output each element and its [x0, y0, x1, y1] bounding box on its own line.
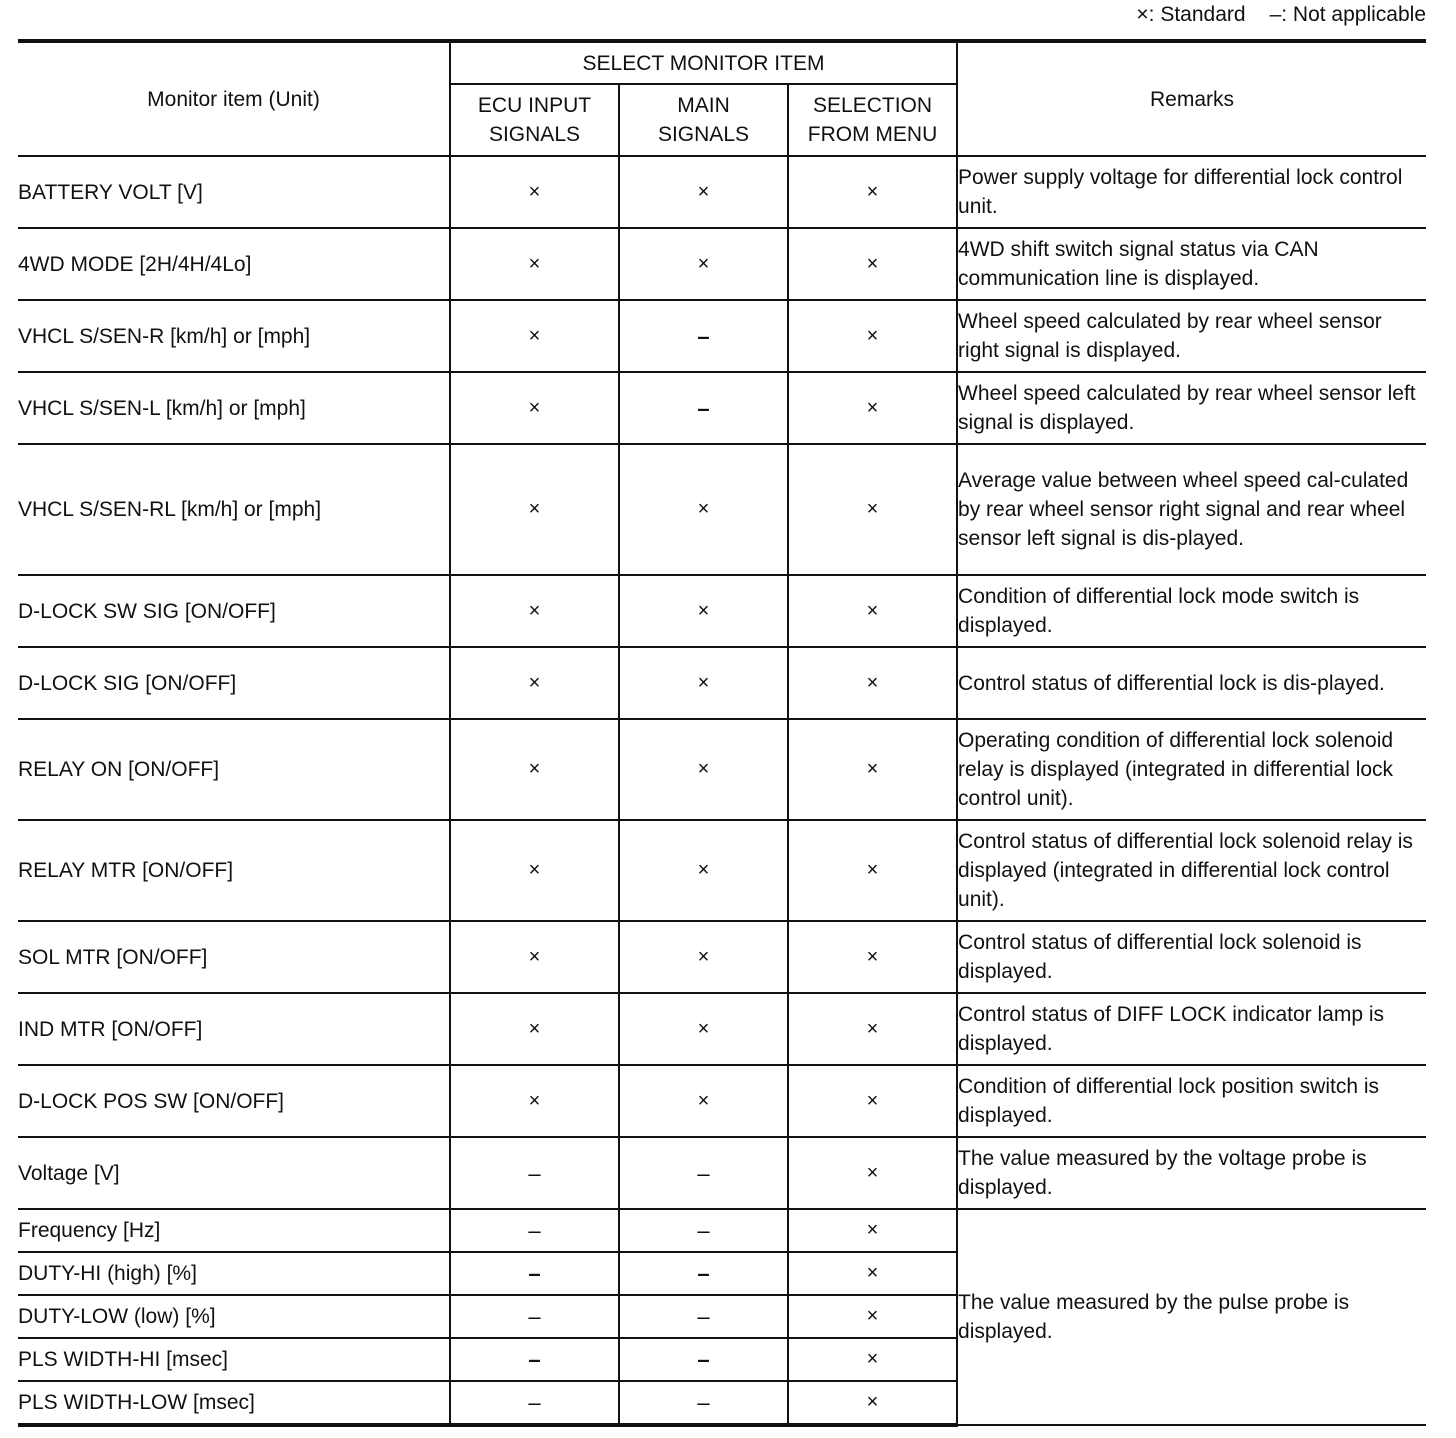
table-row: [18, 156, 1426, 228]
ecu-mark: ×: [450, 647, 619, 719]
monitor-item: VHCL S/SEN-L [km/h] or [mph]: [18, 372, 450, 444]
monitor-item: PLS WIDTH-HI [msec]: [18, 1338, 450, 1381]
ecu-mark: ×: [450, 156, 619, 228]
table-row: [18, 1209, 1426, 1252]
header-main-signals: MAIN SIGNALS: [619, 84, 788, 156]
remarks-cell: The value measured by the voltage probe is displayed.: [957, 1137, 1426, 1209]
sel-mark: ×: [788, 156, 957, 228]
sel-mark: ×: [788, 993, 957, 1065]
monitor-item: D-LOCK SW SIG [ON/OFF]: [18, 575, 450, 647]
monitor-item: RELAY ON [ON/OFF]: [18, 719, 450, 820]
main-mark: ×: [619, 647, 788, 719]
remarks-cell: Condition of differential lock mode switch is displayed.: [957, 575, 1426, 647]
remarks-cell: Condition of differential lock position switch is displayed.: [957, 1065, 1426, 1137]
ecu-mark: ×: [450, 921, 619, 993]
remarks-cell: Control status of differential lock is dis-played.: [957, 647, 1426, 719]
monitor-item-table: [18, 39, 1426, 1427]
remarks-cell: Control status of DIFF LOCK indicator lamp is displayed.: [957, 993, 1426, 1065]
monitor-item: BATTERY VOLT [V]: [18, 156, 450, 228]
table-row: [18, 372, 1426, 444]
table-row: [18, 444, 1426, 575]
monitor-item: VHCL S/SEN-RL [km/h] or [mph]: [18, 444, 450, 575]
ecu-mark: ×: [450, 444, 619, 575]
ecu-mark: –: [450, 1137, 619, 1209]
sel-mark: ×: [788, 1338, 957, 1381]
table-row: [18, 993, 1426, 1065]
table-row: [18, 1137, 1426, 1209]
remarks-cell: Wheel speed calculated by rear wheel sensor left signal is displayed.: [957, 372, 1426, 444]
ecu-mark: –: [450, 1252, 619, 1295]
sel-mark: ×: [788, 820, 957, 921]
monitor-item: 4WD MODE [2H/4H/4Lo]: [18, 228, 450, 300]
ecu-mark: ×: [450, 820, 619, 921]
ecu-mark: –: [450, 1295, 619, 1338]
ecu-mark: –: [450, 1338, 619, 1381]
main-mark: –: [619, 372, 788, 444]
sel-mark: ×: [788, 444, 957, 575]
monitor-item: Frequency [Hz]: [18, 1209, 450, 1252]
sel-mark: ×: [788, 921, 957, 993]
remarks-cell: Average value between wheel speed cal-culated by rear wheel sensor right signal and rear wheel sensor left signal is dis-played.: [957, 444, 1426, 575]
monitor-item: IND MTR [ON/OFF]: [18, 993, 450, 1065]
sel-mark: ×: [788, 1209, 957, 1252]
main-mark: ×: [619, 575, 788, 647]
main-mark: ×: [619, 921, 788, 993]
main-mark: ×: [619, 993, 788, 1065]
main-mark: –: [619, 1209, 788, 1252]
remarks-cell: 4WD shift switch signal status via CAN communication line is displayed.: [957, 228, 1426, 300]
main-mark: –: [619, 1338, 788, 1381]
sel-mark: ×: [788, 300, 957, 372]
monitor-item: PLS WIDTH-LOW [msec]: [18, 1381, 450, 1425]
main-mark: –: [619, 1381, 788, 1425]
monitor-item: DUTY-LOW (low) [%]: [18, 1295, 450, 1338]
main-mark: –: [619, 1137, 788, 1209]
header-ecu-input-signals: ECU INPUT SIGNALS: [450, 84, 619, 156]
ecu-mark: ×: [450, 1065, 619, 1137]
header-select-monitor-item: SELECT MONITOR ITEM: [450, 41, 957, 84]
table-row: [18, 228, 1426, 300]
legend: [1136, 3, 1426, 27]
main-mark: ×: [619, 1065, 788, 1137]
monitor-item: DUTY-HI (high) [%]: [18, 1252, 450, 1295]
legend-standard: ×: Standard: [1136, 3, 1246, 26]
main-mark: –: [619, 1252, 788, 1295]
main-mark: ×: [619, 156, 788, 228]
remarks-cell: Power supply voltage for differential lock control unit.: [957, 156, 1426, 228]
sel-mark: ×: [788, 1295, 957, 1338]
table-row: [18, 921, 1426, 993]
ecu-mark: ×: [450, 372, 619, 444]
main-mark: –: [619, 300, 788, 372]
ecu-mark: –: [450, 1381, 619, 1425]
monitor-item: RELAY MTR [ON/OFF]: [18, 820, 450, 921]
pulse-remarks-cell: The value measured by the pulse probe is displayed.: [957, 1209, 1426, 1425]
header-remarks: Remarks: [957, 41, 1426, 156]
ecu-mark: ×: [450, 719, 619, 820]
main-mark: –: [619, 1295, 788, 1338]
monitor-item: SOL MTR [ON/OFF]: [18, 921, 450, 993]
ecu-mark: –: [450, 1209, 619, 1252]
monitor-item: Voltage [V]: [18, 1137, 450, 1209]
sel-mark: ×: [788, 647, 957, 719]
table-row: [18, 820, 1426, 921]
remarks-cell: Operating condition of differential lock solenoid relay is displayed (integrated in differential lock control unit).: [957, 719, 1426, 820]
sel-mark: ×: [788, 575, 957, 647]
remarks-cell: Wheel speed calculated by rear wheel sensor right signal is displayed.: [957, 300, 1426, 372]
table-row: [18, 719, 1426, 820]
table-row: [18, 647, 1426, 719]
table-row: [18, 300, 1426, 372]
main-mark: ×: [619, 444, 788, 575]
table-row: [18, 575, 1426, 647]
monitor-item: D-LOCK SIG [ON/OFF]: [18, 647, 450, 719]
sel-mark: ×: [788, 228, 957, 300]
ecu-mark: ×: [450, 575, 619, 647]
main-mark: ×: [619, 820, 788, 921]
legend-not-applicable: –: Not applicable: [1269, 3, 1426, 26]
remarks-cell: Control status of differential lock solenoid relay is displayed (integrated in differential lock control unit).: [957, 820, 1426, 921]
header-monitor-item: Monitor item (Unit): [18, 41, 450, 156]
sel-mark: ×: [788, 1137, 957, 1209]
sel-mark: ×: [788, 1381, 957, 1425]
sel-mark: ×: [788, 1065, 957, 1137]
monitor-item: D-LOCK POS SW [ON/OFF]: [18, 1065, 450, 1137]
main-mark: ×: [619, 228, 788, 300]
ecu-mark: ×: [450, 228, 619, 300]
sel-mark: ×: [788, 1252, 957, 1295]
main-mark: ×: [619, 719, 788, 820]
header-selection-from-menu: SELECTION FROM MENU: [788, 84, 957, 156]
sel-mark: ×: [788, 719, 957, 820]
monitor-item: VHCL S/SEN-R [km/h] or [mph]: [18, 300, 450, 372]
ecu-mark: ×: [450, 300, 619, 372]
sel-mark: ×: [788, 372, 957, 444]
table-row: [18, 1065, 1426, 1137]
ecu-mark: ×: [450, 993, 619, 1065]
remarks-cell: Control status of differential lock solenoid is displayed.: [957, 921, 1426, 993]
